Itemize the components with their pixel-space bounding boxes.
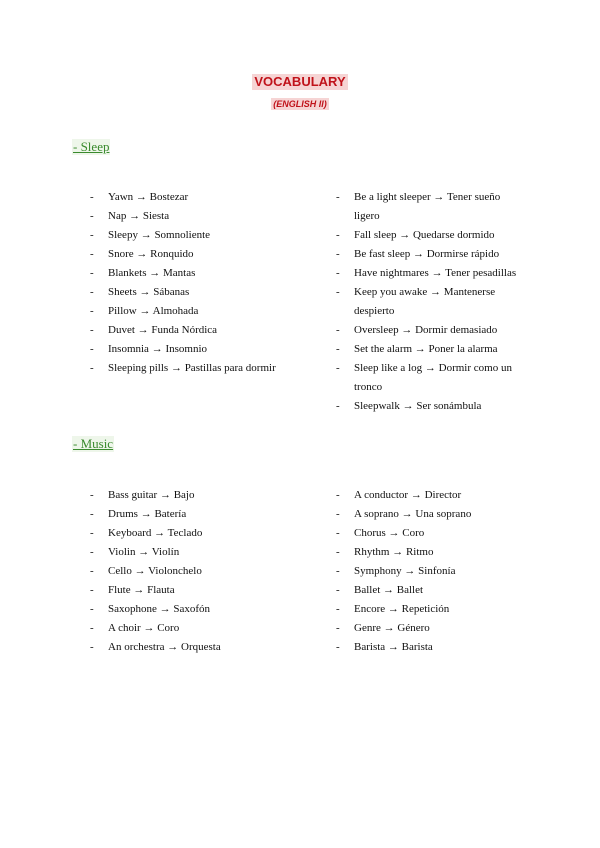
bullet-dash: - <box>336 400 340 412</box>
vocab-text: Sleepy → Somnoliente <box>108 229 211 241</box>
bullet-dash: - <box>90 622 94 634</box>
vocab-text: Be fast sleep → Dormirse rápido <box>354 248 500 260</box>
bullet-dash: - <box>90 305 94 317</box>
vocab-text: Nap → Siesta <box>108 210 170 222</box>
vocab-text: Genre → Género <box>354 622 430 634</box>
vocab-text: Sheets → Sábanas <box>108 286 190 298</box>
vocab-item <box>336 245 524 264</box>
vocab-text: A conductor → Director <box>354 489 462 501</box>
vocab-item <box>90 359 276 378</box>
vocab-text: Pillow → Almohada <box>108 305 199 317</box>
vocab-text: Duvet → Funda Nórdica <box>108 324 218 336</box>
bullet-dash: - <box>336 286 340 298</box>
sleep-list-left <box>90 188 276 378</box>
vocab-item <box>336 486 524 505</box>
bullet-dash: - <box>336 603 340 615</box>
vocab-item <box>336 505 524 524</box>
bullet-dash: - <box>90 343 94 355</box>
vocab-text: Insomnia → Insomnio <box>108 343 207 355</box>
page-title: VOCABULARY <box>254 74 346 89</box>
vocab-item <box>336 264 524 283</box>
bullet-dash: - <box>90 641 94 653</box>
bullet-dash: - <box>90 191 94 203</box>
vocab-text: Encore → Repetición <box>354 603 450 615</box>
music-list-right <box>336 486 524 657</box>
vocab-text: A soprano → Una soprano <box>354 508 472 520</box>
vocab-text: Ballet → Ballet <box>354 584 424 596</box>
vocab-item <box>336 283 524 321</box>
page-subtitle: (ENGLISH II) <box>273 99 327 109</box>
vocab-text: Drums → Batería <box>108 508 187 520</box>
vocab-text: Sleeping pills → Pastillas para dormir <box>108 362 276 374</box>
bullet-dash: - <box>90 565 94 577</box>
vocab-item <box>90 638 221 657</box>
vocab-text: Cello → Violonchelo <box>108 565 202 577</box>
vocab-text: Keyboard → Teclado <box>108 527 203 539</box>
bullet-dash: - <box>90 603 94 615</box>
vocab-item <box>90 302 276 321</box>
vocab-text: Set the alarm → Poner la alarma <box>354 343 498 355</box>
vocab-text: Yawn → Bostezar <box>108 191 189 203</box>
bullet-dash: - <box>336 508 340 520</box>
bullet-dash: - <box>90 286 94 298</box>
bullet-dash: - <box>336 622 340 634</box>
vocab-text: Flute → Flauta <box>108 584 175 596</box>
vocab-item <box>336 321 524 340</box>
vocab-text: Fall sleep → Quedarse dormido <box>354 229 495 241</box>
vocab-text: Snore → Ronquido <box>108 248 194 260</box>
vocab-item <box>90 340 276 359</box>
vocab-text: Have nightmares → Tener pesadillas <box>354 267 517 279</box>
bullet-dash: - <box>90 527 94 539</box>
vocab-item <box>90 505 221 524</box>
vocab-text: Sleepwalk → Ser sonámbula <box>354 400 482 412</box>
vocab-text: Oversleep → Dormir demasiado <box>354 324 498 336</box>
vocab-item <box>90 486 221 505</box>
bullet-dash: - <box>336 362 340 374</box>
vocab-item <box>336 600 524 619</box>
vocab-text: Chorus → Coro <box>354 527 425 539</box>
vocab-item <box>90 207 276 226</box>
section-heading-music: - Music <box>73 436 114 451</box>
bullet-dash: - <box>90 210 94 222</box>
vocab-text: Symphony → Sinfonía <box>354 565 456 577</box>
vocab-item <box>336 562 524 581</box>
section-heading-sleep: - Sleep <box>73 139 110 154</box>
bullet-dash: - <box>336 489 340 501</box>
vocab-item <box>90 581 221 600</box>
bullet-dash: - <box>90 584 94 596</box>
bullet-dash: - <box>90 508 94 520</box>
bullet-dash: - <box>336 267 340 279</box>
vocab-item <box>336 524 524 543</box>
bullet-dash: - <box>336 191 340 203</box>
vocab-item <box>336 359 524 397</box>
bullet-dash: - <box>336 229 340 241</box>
bullet-dash: - <box>336 641 340 653</box>
vocab-text: Barista → Barista <box>354 641 433 653</box>
vocab-item <box>336 638 524 657</box>
vocab-item <box>90 226 276 245</box>
vocab-item <box>336 340 524 359</box>
sleep-list-right <box>336 188 524 416</box>
vocab-item <box>336 543 524 562</box>
bullet-dash: - <box>336 324 340 336</box>
vocab-text: An orchestra → Orquesta <box>108 641 221 653</box>
vocab-text: Rhythm → Ritmo <box>354 546 434 558</box>
bullet-dash: - <box>90 546 94 558</box>
vocab-item <box>336 581 524 600</box>
vocab-item <box>90 524 221 543</box>
bullet-dash: - <box>90 229 94 241</box>
vocab-text: Keep you awake → Mantenerse despierto <box>354 286 496 317</box>
vocab-item <box>90 245 276 264</box>
bullet-dash: - <box>90 248 94 260</box>
vocab-item <box>336 226 524 245</box>
vocab-item <box>90 321 276 340</box>
bullet-dash: - <box>90 267 94 279</box>
bullet-dash: - <box>336 248 340 260</box>
vocab-text: A choir → Coro <box>108 622 180 634</box>
vocab-item <box>90 188 276 207</box>
bullet-dash: - <box>336 546 340 558</box>
vocab-text: Violin → Violín <box>108 546 180 558</box>
vocab-item <box>90 562 221 581</box>
bullet-dash: - <box>90 489 94 501</box>
bullet-dash: - <box>336 343 340 355</box>
bullet-dash: - <box>90 324 94 336</box>
vocab-item <box>90 600 221 619</box>
bullet-dash: - <box>336 584 340 596</box>
vocab-text: Be a light sleeper → Tener sueño ligero <box>354 191 501 222</box>
vocab-text: Sleep like a log → Dormir como un tronco <box>354 362 512 393</box>
music-list-left <box>90 486 221 657</box>
vocab-item <box>90 543 221 562</box>
vocab-item <box>90 264 276 283</box>
vocab-item <box>90 619 221 638</box>
vocab-text: Blankets → Mantas <box>108 267 196 279</box>
bullet-dash: - <box>90 362 94 374</box>
vocab-item <box>336 397 524 416</box>
vocab-item <box>336 188 524 226</box>
vocab-text: Saxophone → Saxofón <box>108 603 211 615</box>
vocab-text: Bass guitar → Bajo <box>108 489 195 501</box>
bullet-dash: - <box>336 527 340 539</box>
bullet-dash: - <box>336 565 340 577</box>
vocab-item <box>336 619 524 638</box>
vocab-item <box>90 283 276 302</box>
